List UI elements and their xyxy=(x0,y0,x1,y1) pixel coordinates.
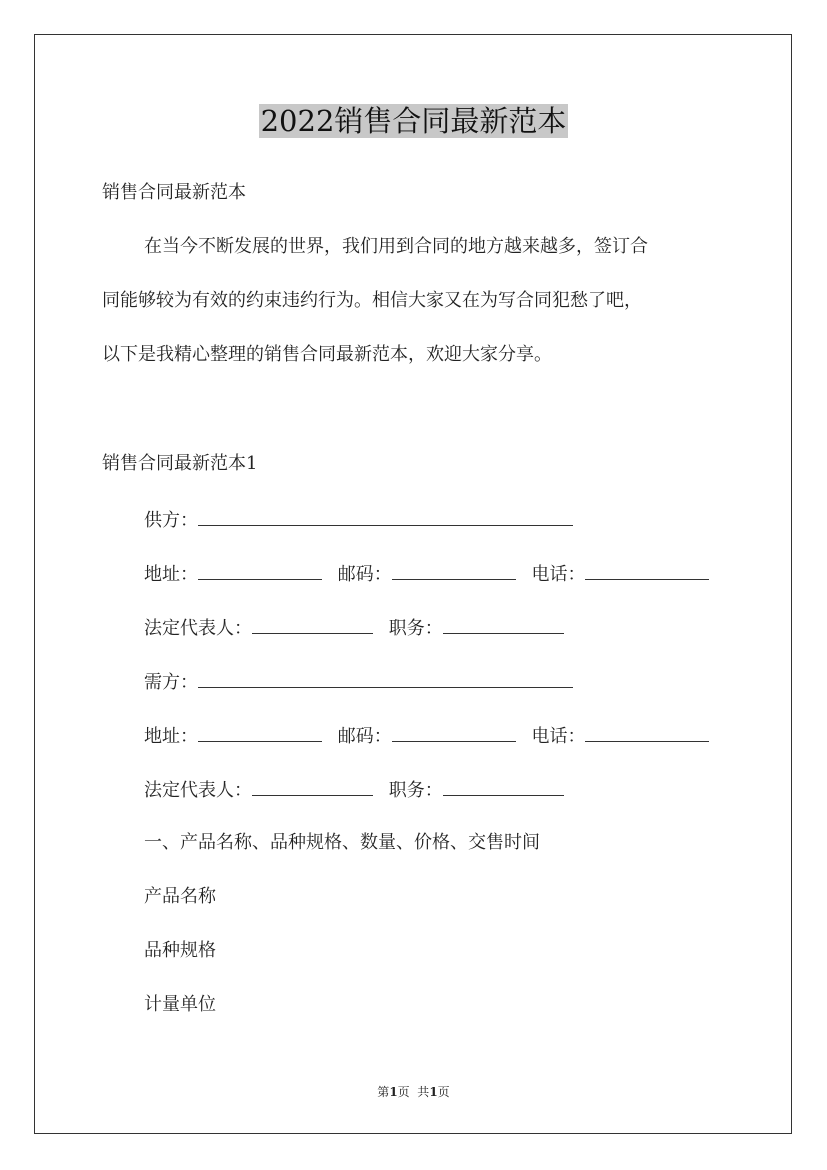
phone-blank xyxy=(585,561,709,580)
phone-blank xyxy=(585,723,709,742)
supplier-label: 供方： xyxy=(144,510,198,531)
address-label: 地址： xyxy=(144,726,198,747)
legal-rep-blank xyxy=(252,615,373,634)
section-title: 销售合同最新范本1 xyxy=(102,453,258,474)
postcode-blank xyxy=(392,561,516,580)
buyer-address-row xyxy=(144,723,709,749)
postcode-label: 邮码： xyxy=(337,726,392,747)
footer-suffix: 页 xyxy=(437,1085,450,1099)
item-spec: 品种规格 xyxy=(144,940,216,961)
buyer-blank xyxy=(198,669,573,688)
footer-mid: 页 共 xyxy=(397,1085,430,1099)
footer-page-number: 1 xyxy=(389,1085,398,1099)
intro-line-2: 同能够较为有效的约束违约行为。相信大家又在为写合同犯愁了吧， xyxy=(102,290,642,311)
legal-rep-blank xyxy=(252,777,373,796)
phone-label: 电话： xyxy=(531,564,586,585)
intro-line-3: 以下是我精心整理的销售合同最新范本，欢迎大家分享。 xyxy=(102,344,552,365)
item-unit: 计量单位 xyxy=(144,994,216,1015)
footer-prefix: 第 xyxy=(377,1085,390,1099)
position-blank xyxy=(443,777,564,796)
document-title: 2022销售合同最新范本 xyxy=(260,104,567,138)
footer-total-pages: 1 xyxy=(429,1085,438,1099)
clause-1: 一、产品名称、品种规格、数量、价格、交售时间 xyxy=(144,832,540,853)
phone-label: 电话： xyxy=(531,726,586,747)
position-label: 职务： xyxy=(388,780,443,801)
postcode-blank xyxy=(392,723,516,742)
legal-rep-label: 法定代表人： xyxy=(144,780,252,801)
page-footer xyxy=(0,1084,827,1100)
item-product-name: 产品名称 xyxy=(144,886,216,907)
address-label: 地址： xyxy=(144,564,198,585)
intro-line-1: 在当今不断发展的世界，我们用到合同的地方越来越多，签订合 xyxy=(144,236,648,257)
position-blank xyxy=(443,615,564,634)
supplier-address-row xyxy=(144,561,709,587)
supplier-blank xyxy=(198,507,573,526)
document-title-wrap xyxy=(0,100,827,142)
legal-rep-label: 法定代表人： xyxy=(144,618,252,639)
postcode-label: 邮码： xyxy=(337,564,392,585)
buyer-label: 需方： xyxy=(144,672,198,693)
address-blank xyxy=(198,723,322,742)
address-blank xyxy=(198,561,322,580)
subtitle: 销售合同最新范本 xyxy=(102,182,246,203)
buyer-row xyxy=(144,669,573,695)
supplier-row xyxy=(144,507,573,533)
supplier-legal-row xyxy=(144,615,564,641)
buyer-legal-row xyxy=(144,777,564,803)
position-label: 职务： xyxy=(388,618,443,639)
